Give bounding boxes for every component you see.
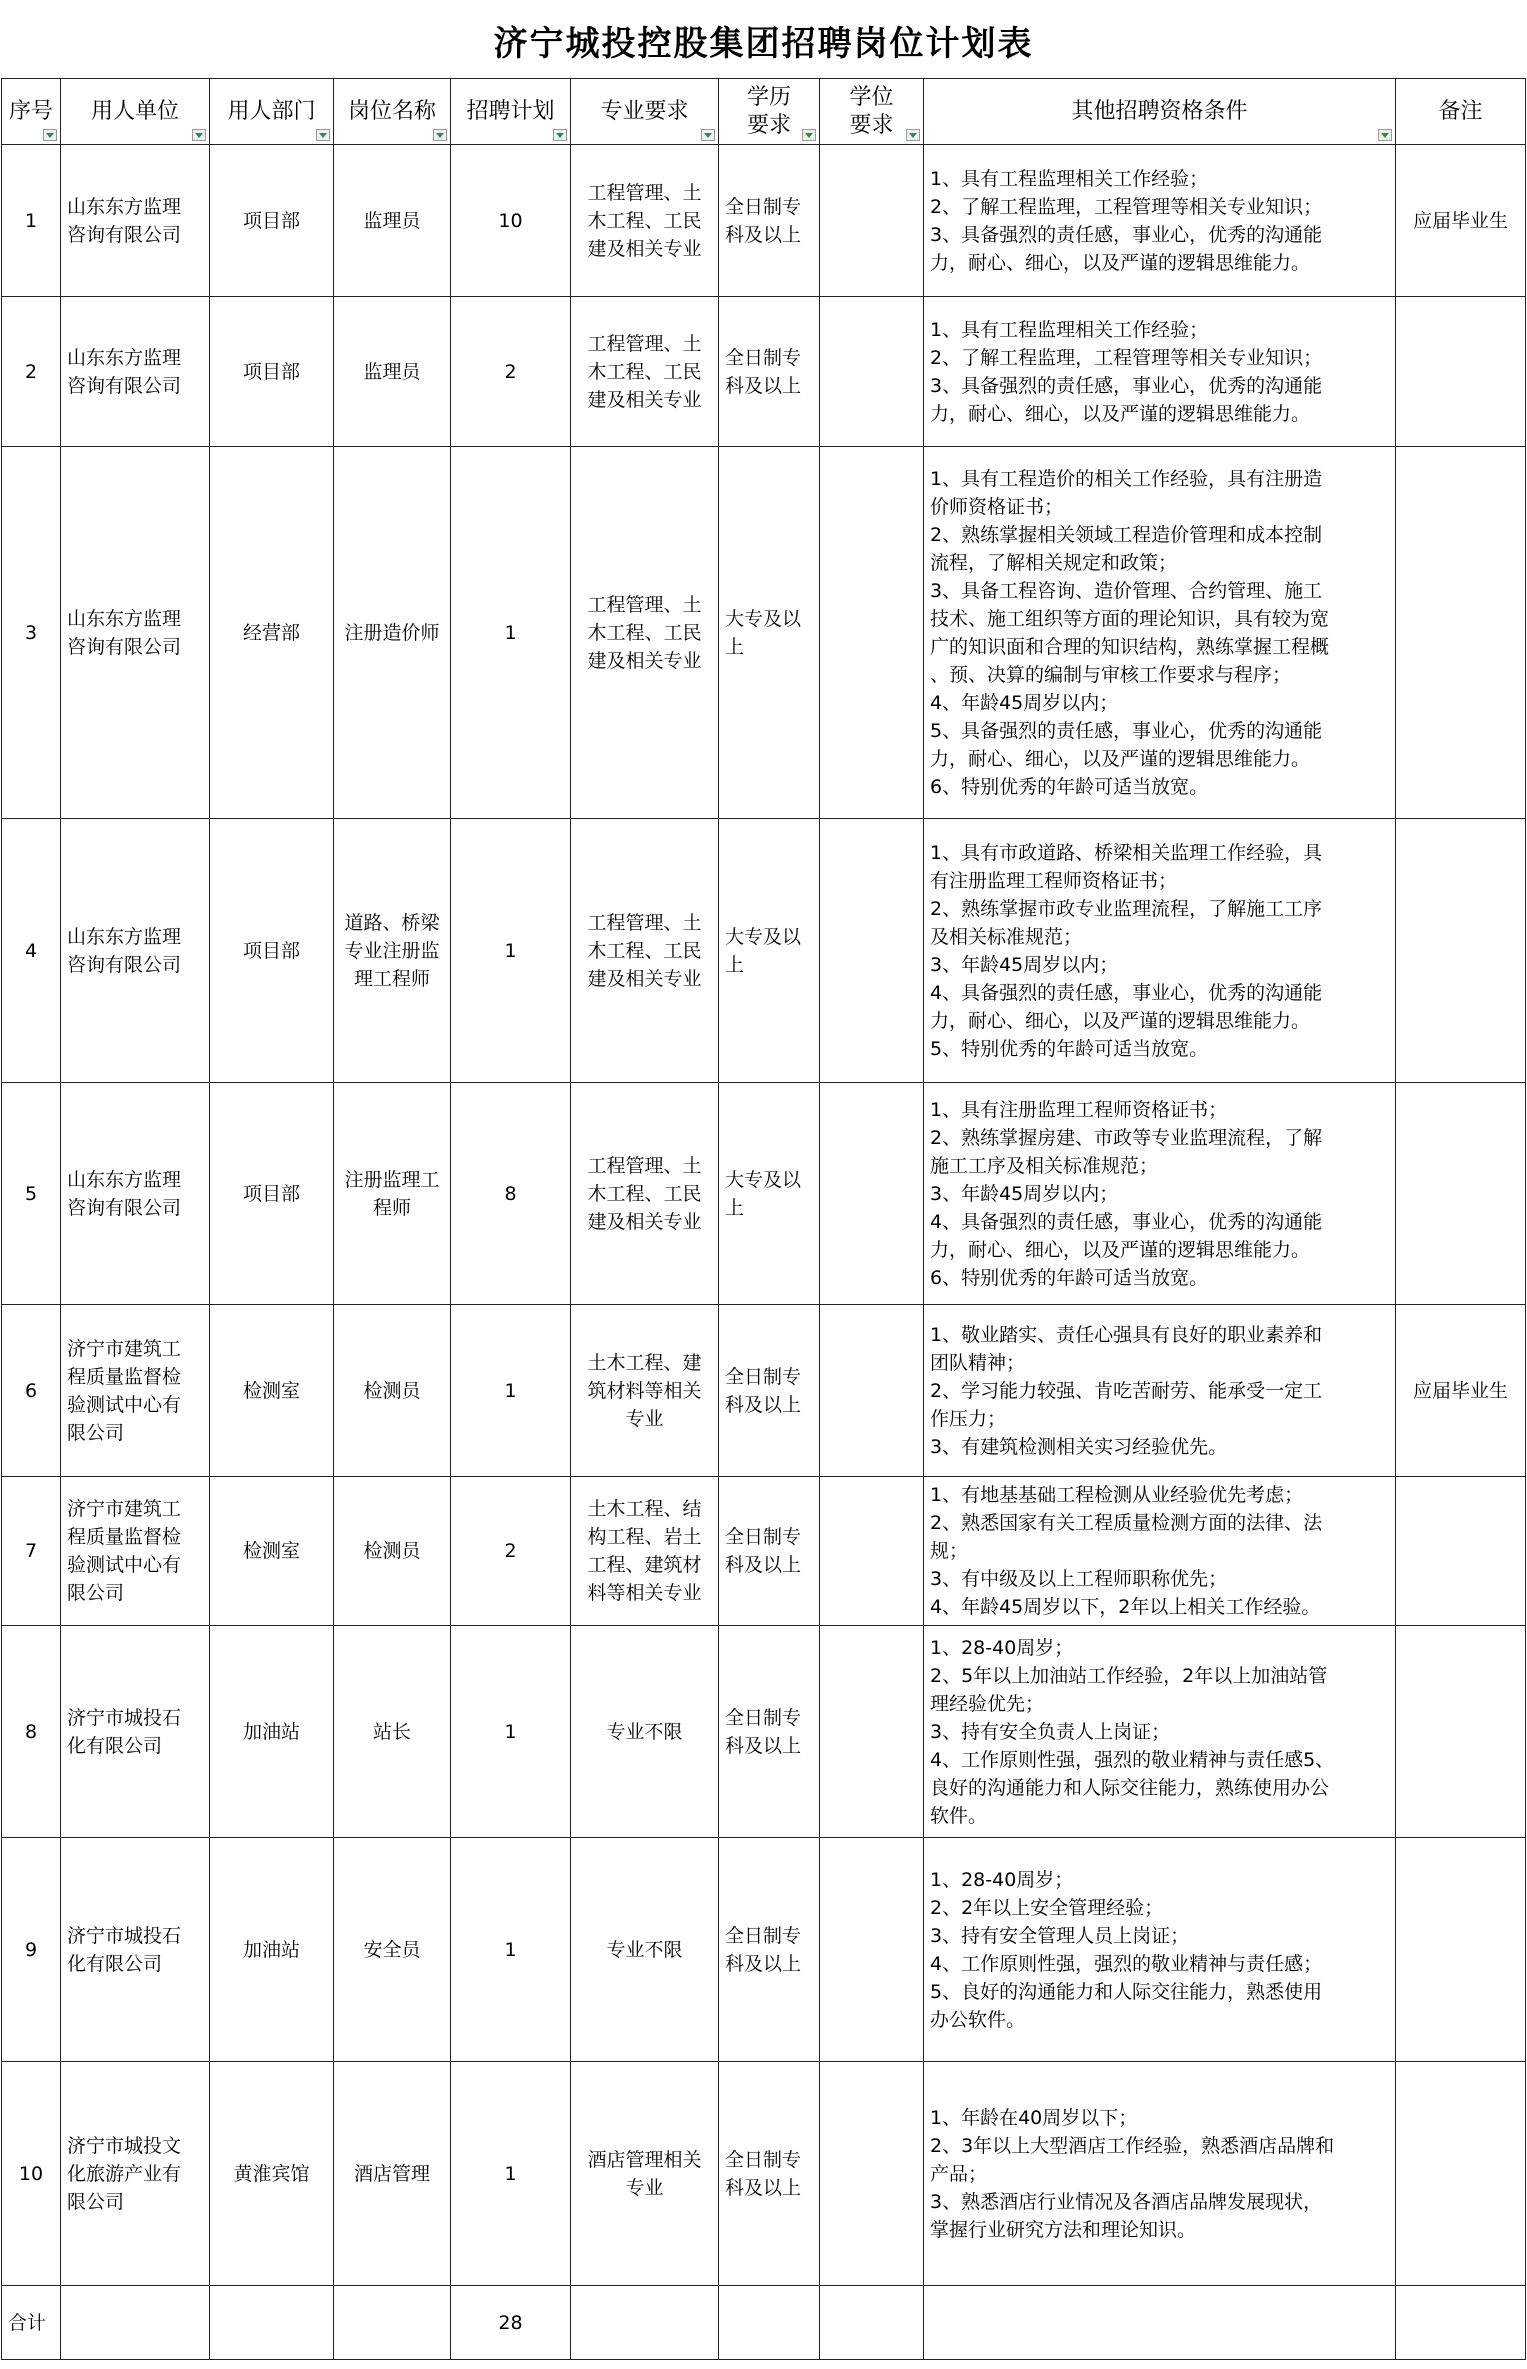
row-major: 专业不限 xyxy=(571,1838,719,2062)
row-conditions: 1、28-40周岁； 2、5年以上加油站工作经验，2年以上加油站管 理经验优先； 3、持有安全负责人上岗证； 4、工作原则性强，强烈的敬业精神与责任感5、 良好的沟通能力和人际交往能力，熟练使用办公 软件。 xyxy=(924,1626,1396,1838)
row-unit: 山东东方监理 咨询有限公司 xyxy=(61,819,210,1083)
table-row xyxy=(2,1305,1526,1477)
row-plan: 1 xyxy=(451,2062,571,2286)
header-dept: 用人部门 xyxy=(210,79,334,145)
row-conditions: 1、28-40周岁； 2、2年以上安全管理经验； 3、持有安全管理人员上岗证； 4、工作原则性强，强烈的敬业精神与责任感； 5、良好的沟通能力和人际交往能力，熟悉使用 办公软件。 xyxy=(924,1838,1396,2062)
row-unit: 济宁市城投石 化有限公司 xyxy=(61,1626,210,1838)
table-cell[interactable] xyxy=(571,2286,719,2360)
row-position: 检测员 xyxy=(334,1305,451,1477)
row-remark xyxy=(1396,1838,1526,2062)
row-education: 全日制专 科及以上 xyxy=(719,1305,820,1477)
row-education: 全日制专 科及以上 xyxy=(719,145,820,297)
row-conditions: 1、具有注册监理工程师资格证书； 2、熟练掌握房建、市政等专业监理流程，了解 施工工序及相关标准规范； 3、年龄45周岁以内； 4、具备强烈的责任感，事业心，优秀的沟通能 力，耐心、细心，以及严谨的逻辑思维能力。 6、特别优秀的年龄可适当放宽。 xyxy=(924,1083,1396,1305)
recruitment-table xyxy=(1,78,1526,2360)
table-row xyxy=(2,1477,1526,1626)
row-conditions: 1、具有工程造价的相关工作经验，具有注册造 价师资格证书； 2、熟练掌握相关领域工程造价管理和成本控制 流程，了解相关规定和政策； 3、具备工程咨询、造价管理、合约管理、施工 技术、施工组织等方面的理论知识，具有较为宽 广的知识面和合理的知识结构，熟练掌握工程概 、预、决算的编制与审核工作要求与程序； 4、年龄45周岁以内； 5、具备强烈的责任感，事业心，优秀的沟通能 力，耐心、细心，以及严谨的逻辑思维能力。 6、特别优秀的年龄可适当放宽。 xyxy=(924,447,1396,819)
table-row xyxy=(2,447,1526,819)
row-position: 检测员 xyxy=(334,1477,451,1626)
row-dept: 黄淮宾馆 xyxy=(210,2062,334,2286)
row-dept: 项目部 xyxy=(210,145,334,297)
table-row xyxy=(2,1626,1526,1838)
row-seq: 6 xyxy=(2,1305,61,1477)
row-education: 大专及以 上 xyxy=(719,447,820,819)
header-seq: 序号 xyxy=(2,79,61,145)
table-cell[interactable] xyxy=(1396,2286,1526,2360)
row-degree xyxy=(820,1305,924,1477)
row-unit: 济宁市建筑工 程质量监督检 验测试中心有 限公司 xyxy=(61,1305,210,1477)
filter-dropdown-icon[interactable] xyxy=(802,129,816,141)
filter-dropdown-icon[interactable] xyxy=(43,129,57,141)
row-major: 工程管理、土 木工程、工民 建及相关专业 xyxy=(571,145,719,297)
table-row xyxy=(2,1838,1526,2062)
row-degree xyxy=(820,1477,924,1626)
total-row xyxy=(2,2286,1526,2360)
row-plan: 10 xyxy=(451,145,571,297)
row-remark: 应届毕业生 xyxy=(1396,145,1526,297)
row-major: 工程管理、土 木工程、工民 建及相关专业 xyxy=(571,447,719,819)
row-dept: 检测室 xyxy=(210,1305,334,1477)
row-dept: 项目部 xyxy=(210,1083,334,1305)
row-degree xyxy=(820,447,924,819)
row-remark xyxy=(1396,297,1526,447)
table-cell[interactable] xyxy=(334,2286,451,2360)
row-remark xyxy=(1396,819,1526,1083)
row-position: 站长 xyxy=(334,1626,451,1838)
row-unit: 济宁市建筑工 程质量监督检 验测试中心有 限公司 xyxy=(61,1477,210,1626)
row-remark xyxy=(1396,1083,1526,1305)
row-dept: 项目部 xyxy=(210,819,334,1083)
row-education: 大专及以 上 xyxy=(719,1083,820,1305)
total-plan: 28 xyxy=(451,2286,571,2360)
row-remark xyxy=(1396,1626,1526,1838)
row-remark xyxy=(1396,2062,1526,2286)
row-plan: 1 xyxy=(451,1838,571,2062)
row-plan: 1 xyxy=(451,447,571,819)
row-position: 道路、桥梁 专业注册监 理工程师 xyxy=(334,819,451,1083)
row-plan: 8 xyxy=(451,1083,571,1305)
row-seq: 10 xyxy=(2,2062,61,2286)
row-plan: 1 xyxy=(451,1626,571,1838)
row-dept: 加油站 xyxy=(210,1838,334,2062)
row-remark xyxy=(1396,1477,1526,1626)
page-title: 济宁城投控股集团招聘岗位计划表 xyxy=(493,23,1034,64)
row-education: 全日制专 科及以上 xyxy=(719,2062,820,2286)
row-dept: 项目部 xyxy=(210,297,334,447)
header-position: 岗位名称 xyxy=(334,79,451,145)
row-position: 监理员 xyxy=(334,145,451,297)
row-position: 安全员 xyxy=(334,1838,451,2062)
row-major: 酒店管理相关 专业 xyxy=(571,2062,719,2286)
row-plan: 1 xyxy=(451,819,571,1083)
row-position: 注册造价师 xyxy=(334,447,451,819)
header-degree: 学位 要求 xyxy=(820,79,924,145)
row-unit: 济宁市城投石 化有限公司 xyxy=(61,1838,210,2062)
header-remark: 备注 xyxy=(1396,79,1526,145)
row-conditions: 1、具有市政道路、桥梁相关监理工作经验，具 有注册监理工程师资格证书； 2、熟练掌握市政专业监理流程，了解施工工序 及相关标准规范； 3、年龄45周岁以内； 4、具备强烈的责任感，事业心，优秀的沟通能 力，耐心、细心，以及严谨的逻辑思维能力。 5、特别优秀的年龄可适当放宽。 xyxy=(924,819,1396,1083)
filter-dropdown-icon[interactable] xyxy=(433,129,447,141)
filter-dropdown-icon[interactable] xyxy=(906,129,920,141)
row-position: 监理员 xyxy=(334,297,451,447)
row-seq: 1 xyxy=(2,145,61,297)
table-cell[interactable] xyxy=(924,2286,1396,2360)
row-major: 土木工程、建 筑材料等相关 专业 xyxy=(571,1305,719,1477)
row-conditions: 1、具有工程监理相关工作经验； 2、了解工程监理，工程管理等相关专业知识； 3、具备强烈的责任感，事业心，优秀的沟通能 力，耐心、细心，以及严谨的逻辑思维能力。 xyxy=(924,297,1396,447)
row-dept: 经营部 xyxy=(210,447,334,819)
table-row xyxy=(2,2062,1526,2286)
table-cell[interactable] xyxy=(820,2286,924,2360)
row-seq: 2 xyxy=(2,297,61,447)
table-cell[interactable] xyxy=(61,2286,210,2360)
row-degree xyxy=(820,1626,924,1838)
row-education: 大专及以 上 xyxy=(719,819,820,1083)
table-row xyxy=(2,819,1526,1083)
row-unit: 济宁市城投文 化旅游产业有 限公司 xyxy=(61,2062,210,2286)
row-major: 工程管理、土 木工程、工民 建及相关专业 xyxy=(571,1083,719,1305)
header-plan: 招聘计划 xyxy=(451,79,571,145)
header-row xyxy=(2,79,1526,145)
row-seq: 3 xyxy=(2,447,61,819)
row-seq: 5 xyxy=(2,1083,61,1305)
row-plan: 1 xyxy=(451,1305,571,1477)
row-seq: 7 xyxy=(2,1477,61,1626)
row-dept: 检测室 xyxy=(210,1477,334,1626)
row-position: 酒店管理 xyxy=(334,2062,451,2286)
row-plan: 2 xyxy=(451,297,571,447)
header-major: 专业要求 xyxy=(571,79,719,145)
table-row xyxy=(2,297,1526,447)
row-major: 专业不限 xyxy=(571,1626,719,1838)
filter-dropdown-icon[interactable] xyxy=(701,129,715,141)
row-degree xyxy=(820,297,924,447)
row-education: 全日制专 科及以上 xyxy=(719,1477,820,1626)
filter-dropdown-icon[interactable] xyxy=(316,129,330,141)
table-cell[interactable] xyxy=(719,2286,820,2360)
row-unit: 山东东方监理 咨询有限公司 xyxy=(61,297,210,447)
header-conditions: 其他招聘资格条件 xyxy=(924,79,1396,145)
header-education: 学历 要求 xyxy=(719,79,820,145)
row-major: 工程管理、土 木工程、工民 建及相关专业 xyxy=(571,819,719,1083)
row-remark xyxy=(1396,447,1526,819)
row-conditions: 1、年龄在40周岁以下； 2、3年以上大型酒店工作经验，熟悉酒店品牌和 产品； 3、熟悉酒店行业情况及各酒店品牌发展现状， 掌握行业研究方法和理论知识。 xyxy=(924,2062,1396,2286)
row-conditions: 1、有地基基础工程检测从业经验优先考虑； 2、熟悉国家有关工程质量检测方面的法律、法 规； 3、有中级及以上工程师职称优先； 4、年龄45周岁以下，2年以上相关工作经验。 xyxy=(924,1477,1396,1626)
row-degree xyxy=(820,1083,924,1305)
table-row xyxy=(2,1083,1526,1305)
row-education: 全日制专 科及以上 xyxy=(719,1838,820,2062)
row-unit: 山东东方监理 咨询有限公司 xyxy=(61,447,210,819)
header-unit: 用人单位 xyxy=(61,79,210,145)
table-cell[interactable] xyxy=(210,2286,334,2360)
row-education: 全日制专 科及以上 xyxy=(719,297,820,447)
total-label: 合计 xyxy=(2,2286,61,2360)
row-conditions: 1、具有工程监理相关工作经验； 2、了解工程监理，工程管理等相关专业知识； 3、具备强烈的责任感，事业心，优秀的沟通能 力，耐心、细心，以及严谨的逻辑思维能力。 xyxy=(924,145,1396,297)
row-degree xyxy=(820,1838,924,2062)
filter-dropdown-icon[interactable] xyxy=(1378,129,1392,141)
row-degree xyxy=(820,2062,924,2286)
row-degree xyxy=(820,145,924,297)
row-conditions: 1、敬业踏实、责任心强具有良好的职业素养和 团队精神； 2、学习能力较强、肯吃苦耐劳、能承受一定工 作压力； 3、有建筑检测相关实习经验优先。 xyxy=(924,1305,1396,1477)
row-education: 全日制专 科及以上 xyxy=(719,1626,820,1838)
row-major: 工程管理、土 木工程、工民 建及相关专业 xyxy=(571,297,719,447)
row-position: 注册监理工 程师 xyxy=(334,1083,451,1305)
row-seq: 4 xyxy=(2,819,61,1083)
row-unit: 山东东方监理 咨询有限公司 xyxy=(61,1083,210,1305)
filter-dropdown-icon[interactable] xyxy=(192,129,206,141)
row-seq: 8 xyxy=(2,1626,61,1838)
filter-dropdown-icon[interactable] xyxy=(553,129,567,141)
row-unit: 山东东方监理 咨询有限公司 xyxy=(61,145,210,297)
row-major: 土木工程、结 构工程、岩土 工程、建筑材 料等相关专业 xyxy=(571,1477,719,1626)
row-degree xyxy=(820,819,924,1083)
row-plan: 2 xyxy=(451,1477,571,1626)
table-row xyxy=(2,145,1526,297)
row-seq: 9 xyxy=(2,1838,61,2062)
row-remark: 应届毕业生 xyxy=(1396,1305,1526,1477)
row-dept: 加油站 xyxy=(210,1626,334,1838)
